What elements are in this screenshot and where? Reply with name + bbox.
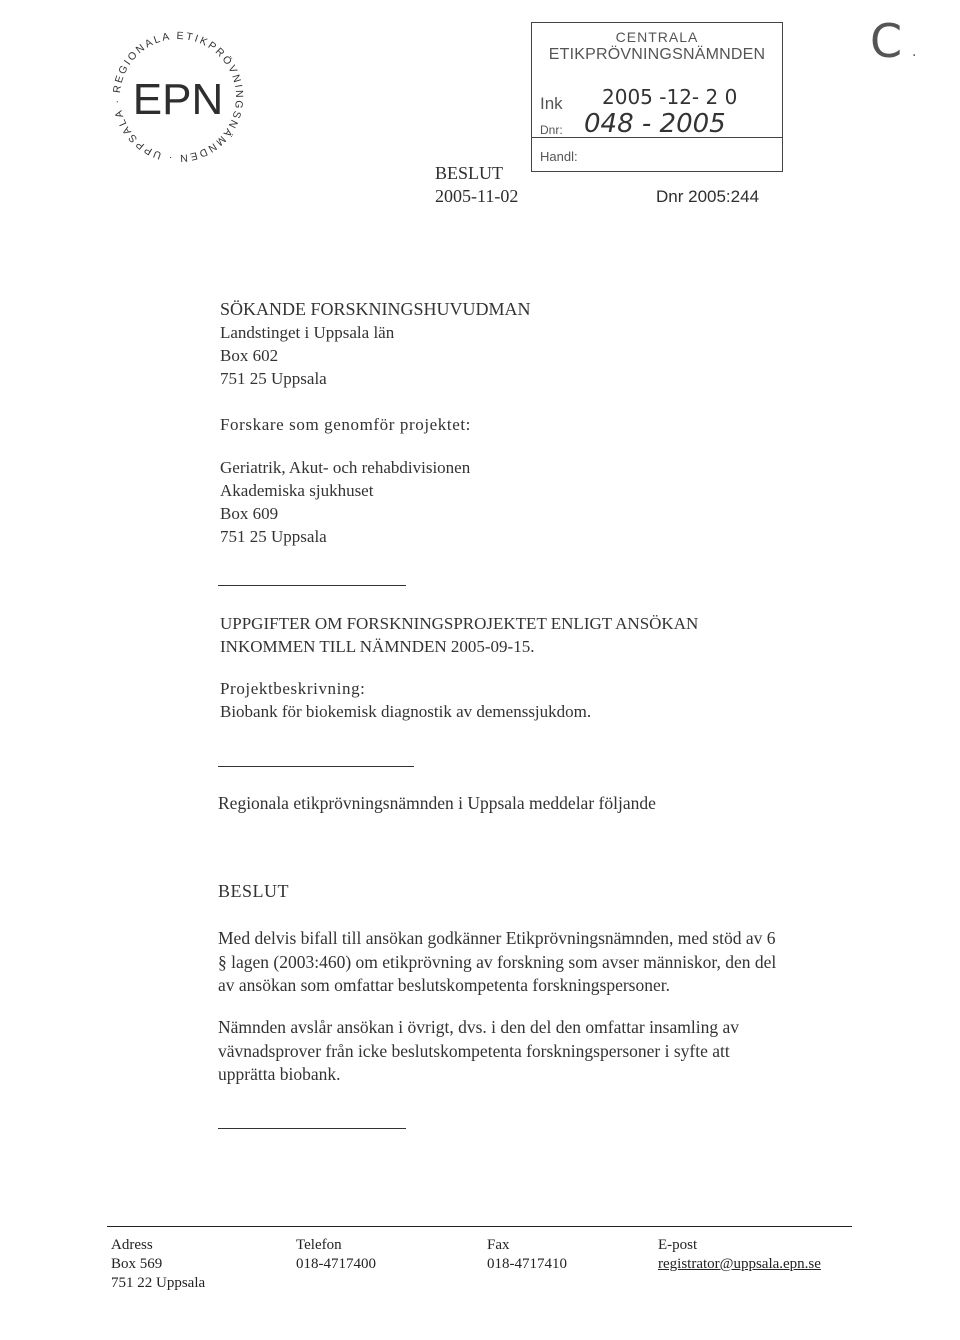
footer-email-label: E-post	[658, 1237, 698, 1253]
paragraph-line: Nämnden avslår ansökan i övrigt, dvs. i den del den omfattar insamling av	[218, 1017, 739, 1037]
applicant-heading: SÖKANDE FORSKNINGSHUVUDMAN	[220, 299, 531, 319]
paragraph-line: Med delvis bifall till ansökan godkänner Etikprövningsnämnden, med stöd av 6	[218, 928, 776, 948]
footer-address-line: 751 22 Uppsala	[111, 1275, 206, 1291]
stamp-handl-label: Handl:	[540, 149, 578, 164]
footer-email-link[interactable]: registrator@uppsala.epn.se	[658, 1256, 821, 1272]
researcher-line: Geriatrik, Akut- och rehabdivisionen	[220, 458, 471, 477]
footer-address-label: Adress	[111, 1237, 153, 1253]
doc-type: BESLUT	[435, 163, 504, 183]
intro-text: Regionala etikprövningsnämnden i Uppsala meddelar följande	[218, 793, 656, 813]
section-divider	[218, 1128, 406, 1129]
researcher-line: 751 25 Uppsala	[220, 527, 327, 546]
stamp-dnr-label: Dnr:	[540, 123, 563, 137]
stamp-ink-date: 2005 -12- 2 0	[602, 85, 738, 109]
section-divider	[218, 766, 414, 767]
researcher-heading: Forskare som genomför projektet:	[220, 415, 472, 434]
svg-text:EPN: EPN	[132, 75, 224, 124]
footer-phone: 018-4717400	[296, 1256, 376, 1272]
project-desc-text: Biobank för biokemisk diagnostik av demenssjukdom.	[220, 702, 592, 721]
project-heading-line: INKOMMEN TILL NÄMNDEN 2005-09-15.	[220, 637, 535, 656]
footer-fax-label: Fax	[487, 1237, 510, 1253]
stamp-line2: ETIKPRÖVNINGSNÄMNDEN	[548, 46, 766, 63]
researcher-line: Akademiska sjukhuset	[220, 481, 374, 500]
project-desc-label: Projektbeskrivning:	[220, 679, 366, 698]
doc-dnr: Dnr 2005:244	[656, 187, 760, 206]
stamp-dnr-value: 048 - 2005	[584, 109, 726, 139]
project-heading-line: UPPGIFTER OM FORSKNINGSPROJEKTET ENLIGT ANSÖKAN	[220, 614, 699, 633]
section-divider	[218, 585, 406, 586]
researcher-line: Box 609	[220, 504, 279, 523]
paragraph-line: § lagen (2003:460) om etikprövning av forskning som avser människor, den del	[218, 951, 777, 972]
epn-seal-icon	[103, 22, 253, 172]
paragraph-line: vävnadsprover från icke beslutskompetenta forskningspersoner i syfte att	[218, 1040, 730, 1061]
footer-fax: 018-4717410	[487, 1256, 567, 1272]
received-stamp	[531, 22, 783, 172]
paragraph-line: upprätta biobank.	[218, 1064, 341, 1084]
stamp-ink-label: Ink	[540, 94, 563, 113]
doc-date: 2005-11-02	[435, 186, 519, 206]
footer-rule	[107, 1226, 852, 1227]
corner-handwriting: C	[870, 14, 903, 68]
corner-dot: ·	[912, 48, 917, 64]
footer-phone-label: Telefon	[296, 1237, 342, 1253]
applicant-line: Landstinget i Uppsala län	[220, 323, 395, 342]
applicant-line: Box 602	[220, 346, 279, 365]
applicant-line: 751 25 Uppsala	[220, 369, 327, 388]
footer-address-line: Box 569	[111, 1256, 163, 1272]
decision-heading: BESLUT	[218, 881, 290, 901]
epn-logo	[103, 22, 253, 172]
decision-paragraph-1	[218, 927, 838, 998]
stamp-line1: CENTRALA	[615, 29, 699, 45]
svg-text:REGIONALA ETIKPRÖVNINGSNÄMNDEN: REGIONALA ETIKPRÖVNINGSNÄMNDEN · UPPSALA ·	[110, 29, 246, 165]
decision-paragraph-2	[218, 1016, 838, 1087]
paragraph-line: av ansökan som omfattar beslutskompetenta forskningspersoner.	[218, 975, 670, 995]
